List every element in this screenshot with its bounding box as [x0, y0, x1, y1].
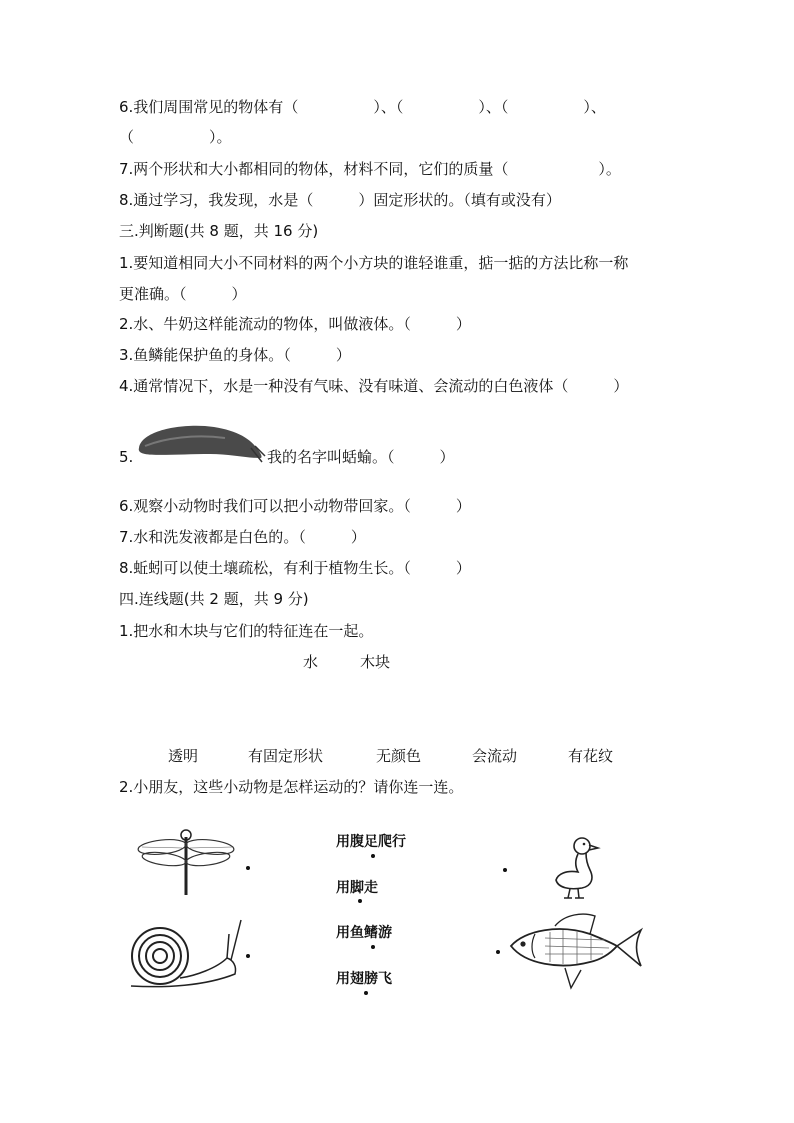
judge-3: 3.鱼鳞能保护鱼的身体。（ ） — [119, 346, 351, 364]
snail-dot[interactable] — [246, 954, 250, 958]
q6-line: 6.我们周围常见的物体有（ ）、（ ）、（ ）、 — [119, 98, 606, 116]
judge-6: 6.观察小动物时我们可以把小动物带回家。（ ） — [119, 497, 471, 515]
movement-crawl-dot[interactable] — [371, 854, 375, 858]
dragonfly-icon — [138, 827, 238, 897]
match-2-prompt: 2.小朋友，这些小动物是怎样运动的？请你连一连。 — [119, 778, 464, 796]
judge-7: 7.水和洗发液都是白色的。（ ） — [119, 528, 366, 546]
movement-fly: 用翅膀飞 — [336, 971, 392, 987]
movement-crawl: 用腹足爬行 — [336, 834, 406, 850]
judge-1a: 1.要知道相同大小不同材料的两个小方块的谁轻谁重，掂一掂的方法比称一称 — [119, 254, 629, 272]
movement-swim-dot[interactable] — [371, 945, 375, 949]
match-1-prompt: 1.把水和木块与它们的特征连在一起。 — [119, 622, 374, 640]
judge-2: 2.水、牛奶这样能流动的物体，叫做液体。（ ） — [119, 315, 471, 333]
fish-icon — [505, 910, 645, 992]
match-item-wood: 木块 — [360, 653, 391, 671]
feature-colorless: 无颜色 — [376, 747, 422, 765]
movement-swim: 用鱼鳍游 — [336, 925, 392, 941]
q8-line: 8.通过学习，我发现，水是（ ）固定形状的。（填有或没有） — [119, 191, 561, 209]
movement-fly-dot[interactable] — [364, 991, 368, 995]
movement-walk-dot[interactable] — [358, 899, 362, 903]
section-3-title: 三.判断题(共 8 题，共 16 分) — [119, 222, 319, 240]
match-item-water: 水 — [303, 653, 319, 671]
duck-dot[interactable] — [503, 868, 507, 872]
judge-8: 8.蚯蚓可以使土壤疏松，有利于植物生长。（ ） — [119, 559, 471, 577]
q7-line: 7.两个形状和大小都相同的物体，材料不同，它们的质量（ ）。 — [119, 160, 621, 178]
q6-cont: （ ）。 — [119, 128, 232, 146]
duck-icon — [552, 834, 602, 902]
feature-fixed-shape: 有固定形状 — [248, 747, 324, 765]
judge-1b: 更准确。（ ） — [119, 285, 247, 303]
slug-icon — [135, 418, 265, 468]
feature-patterned: 有花纹 — [568, 747, 614, 765]
judge-5-number: 5. — [119, 448, 134, 466]
feature-flows: 会流动 — [472, 747, 518, 765]
judge-5-text: 我的名字叫蛞蝓。（ ） — [267, 448, 455, 466]
judge-4: 4.通常情况下，水是一种没有气味、没有味道、会流动的白色液体（ ） — [119, 377, 629, 395]
snail-icon — [125, 916, 245, 991]
feature-transparent: 透明 — [168, 747, 199, 765]
movement-walk: 用脚走 — [336, 880, 378, 896]
section-4-title: 四.连线题(共 2 题，共 9 分) — [119, 590, 309, 608]
dragonfly-dot[interactable] — [246, 866, 250, 870]
fish-dot[interactable] — [496, 950, 500, 954]
